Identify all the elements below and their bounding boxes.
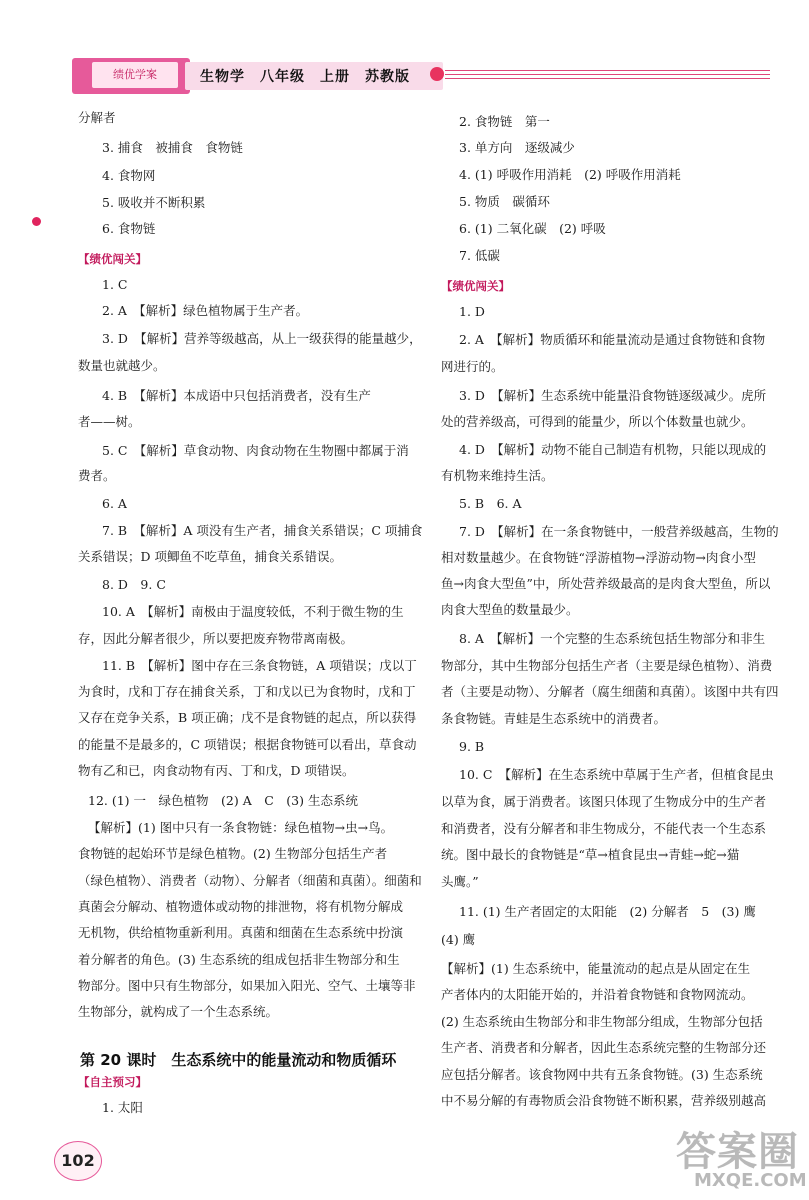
answer-line: 3. 单方向 逐级减少 xyxy=(459,140,575,155)
section-tag: 【绩优闯关】 xyxy=(78,252,147,266)
answer-line: 4. 食物网 xyxy=(102,168,156,183)
section-tag: 【自主预习】 xyxy=(78,1075,147,1089)
answer-line: 10. C 【解析】在生态系统中草属于生产者，但植食昆虫 xyxy=(459,767,774,782)
answer-line: 条食物链。青蛙是生态系统中的消费者。 xyxy=(441,711,667,726)
answer-line: 关系错误；D 项鲫鱼不吃草鱼，捕食关系错误。 xyxy=(78,549,342,564)
header-rule xyxy=(445,74,770,75)
answer-line: 5. C 【解析】草食动物、肉食动物在生物圈中都属于消 xyxy=(102,443,409,458)
section-tag: 【绩优闯关】 xyxy=(441,279,510,293)
answer-line: 9. B xyxy=(459,739,485,754)
watermark-url: MXQE.COM xyxy=(694,1170,807,1191)
answer-line: 者——树。 xyxy=(78,414,141,429)
answer-line: 费者。 xyxy=(78,468,116,483)
answer-line: 7. 低碳 xyxy=(459,248,500,263)
answer-line: 8. D 9. C xyxy=(102,577,166,592)
answer-line: (4) 鹰 xyxy=(441,932,476,947)
answer-line: 鱼→肉食大型鱼”中，所处营养级最高的是肉食大型鱼，所以 xyxy=(441,576,771,591)
answer-line: 1. 太阳 xyxy=(102,1100,143,1115)
answer-line: 2. A 【解析】物质循环和能量流动是通过食物链和食物 xyxy=(459,332,766,347)
answer-line: 生物部分，就构成了一个生态系统。 xyxy=(78,1004,279,1019)
answer-line: 真菌会分解动、植物遗体或动物的排泄物，将有机物分解成 xyxy=(78,899,404,914)
answer-line: 食物链的起始环节是绿色植物。(2) 生物部分包括生产者 xyxy=(78,846,388,861)
answer-line: 的能量不是最多的，C 项错误；根据食物链可以看出，草食动 xyxy=(78,737,417,752)
watermark-logo xyxy=(676,1120,807,1194)
answer-line: 10. A 【解析】南极由于温度较低，不利于微生物的生 xyxy=(102,604,404,619)
answer-line: 3. 捕食 被捕食 食物链 xyxy=(102,140,243,155)
watermark-text: 答案圈 xyxy=(676,1129,799,1175)
answer-line: (2) 生态系统由生物部分和非生物部分组成，生物部分包括 xyxy=(441,1014,763,1029)
header-rule xyxy=(445,70,770,71)
answer-line: 处的营养级高，可得到的能量少，所以个体数量也就少。 xyxy=(441,414,754,429)
answer-line: 6. (1) 二氧化碳 (2) 呼吸 xyxy=(459,221,606,236)
answer-line: 2. A 【解析】绿色植物属于生产者。 xyxy=(102,303,309,318)
answer-line: 产者体内的太阳能开始的，并沿着食物链和食物网流动。 xyxy=(441,987,754,1002)
answer-line: 4. D 【解析】动物不能自己制造有机物，只能以现成的 xyxy=(459,442,767,457)
answer-line: 5. 吸收并不断积累 xyxy=(102,195,206,210)
answer-line: 11. B 【解析】图中存在三条食物链，A 项错误；戊以丁 xyxy=(102,658,417,673)
answer-line: 中不易分解的有毒物质会沿食物链不断积累，营养级别越高 xyxy=(441,1093,767,1108)
header-tab-label: 绩优学案 xyxy=(92,62,178,88)
answer-line: 物有乙和已，肉食动物有丙、丁和戊，D 项错误。 xyxy=(78,763,355,778)
margin-dot xyxy=(32,217,41,226)
page-header xyxy=(0,0,809,105)
answer-line: 1. D xyxy=(459,304,485,319)
answer-line: 【解析】(1) 图中只有一条食物链：绿色植物→虫→鸟。 xyxy=(88,820,394,835)
answer-line: 无机物，供给植物重新利用。真菌和细菌在生态系统中扮演 xyxy=(78,925,404,940)
answer-line: 2. 食物链 第一 xyxy=(459,114,550,129)
page-number: 102 xyxy=(54,1141,102,1181)
answer-line: 分解者 xyxy=(78,110,116,125)
answer-line: 5. B 6. A xyxy=(459,496,522,511)
answer-line: 【解析】(1) 生态系统中，能量流动的起点是从固定在生 xyxy=(441,961,751,976)
answer-line: 网进行的。 xyxy=(441,359,504,374)
answer-line: 3. D 【解析】营养等级越高，从上一级获得的能量越少， xyxy=(102,331,422,346)
lesson-title: 第 20 课时 生态系统中的能量流动和物质循环 xyxy=(80,1051,397,1069)
answer-line: 为食时，戊和丁存在捕食关系，丁和戊以已为食物时，戊和丁 xyxy=(78,684,416,699)
answer-line: 头鹰。” xyxy=(441,874,479,889)
answer-line: 5. 物质 碳循环 xyxy=(459,194,550,209)
answer-line: 7. B 【解析】A 项没有生产者，捕食关系错误；C 项捕食 xyxy=(102,523,423,538)
answer-line: 相对数量越少。在食物链“浮游植物→浮游动物→肉食小型 xyxy=(441,550,756,565)
answer-line: 物部分。图中只有生物部分，如果加入阳光、空气、土壤等非 xyxy=(78,978,416,993)
answer-line: 统。图中最长的食物链是“草→植食昆虫→青蛙→蛇→猫 xyxy=(441,847,740,862)
answer-line: 6. A xyxy=(102,496,127,511)
answer-line: 数量也就越少。 xyxy=(78,358,166,373)
header-dot xyxy=(430,67,444,81)
answer-line: 着分解者的角色。(3) 生态系统的组成包括非生物部分和生 xyxy=(78,952,400,967)
answer-line: 7. D 【解析】在一条食物链中，一般营养级越高，生物的 xyxy=(459,524,779,539)
answer-line: 肉食大型鱼的数量最少。 xyxy=(441,602,579,617)
answer-line: 11. (1) 生产者固定的太阳能 (2) 分解者 5 (3) 鹰 xyxy=(459,904,756,919)
answer-line: （绿色植物）、消费者（动物）、分解者（细菌和真菌）。细菌和 xyxy=(78,873,422,888)
answer-line: 3. D 【解析】生态系统中能量沿食物链逐级减少。虎所 xyxy=(459,388,767,403)
answer-line: 又存在竞争关系，B 项正确；戊不是食物链的起点，所以获得 xyxy=(78,710,417,725)
answer-line: 6. 食物链 xyxy=(102,221,156,236)
answer-line: 有机物来维持生活。 xyxy=(441,468,554,483)
answer-line: 12. (1) 一 绿色植物 (2) A C (3) 生态系统 xyxy=(88,793,358,808)
answer-line: 生产者、消费者和分解者，因此生态系统完整的生物部分还 xyxy=(441,1040,767,1055)
answer-line: 存，因此分解者很少，所以要把废弃物带离南极。 xyxy=(78,631,354,646)
answer-line: 和消费者，没有分解者和非生物成分，不能代表一个生态系 xyxy=(441,821,767,836)
header-title: 生物学 八年级 上册 苏教版 xyxy=(200,69,410,85)
answer-line: 8. A 【解析】一个完整的生态系统包括生物部分和非生 xyxy=(459,631,766,646)
answer-line: 4. B 【解析】本成语中只包括消费者，没有生产 xyxy=(102,388,371,403)
header-rule xyxy=(445,78,770,79)
answer-line: 物部分，其中生物部分包括生产者（主要是绿色植物）、消费 xyxy=(441,658,773,673)
answer-line: 1. C xyxy=(102,277,128,292)
answer-line: 应包括分解者。该食物网中共有五条食物链。(3) 生态系统 xyxy=(441,1067,763,1082)
answer-line: 以草为食，属于消费者。该图只体现了生物成分中的生产者 xyxy=(441,794,767,809)
answer-line: 者（主要是动物）、分解者（腐生细菌和真菌）。该图中共有四 xyxy=(441,684,779,699)
answer-line: 4. (1) 呼吸作用消耗 (2) 呼吸作用消耗 xyxy=(459,167,681,182)
